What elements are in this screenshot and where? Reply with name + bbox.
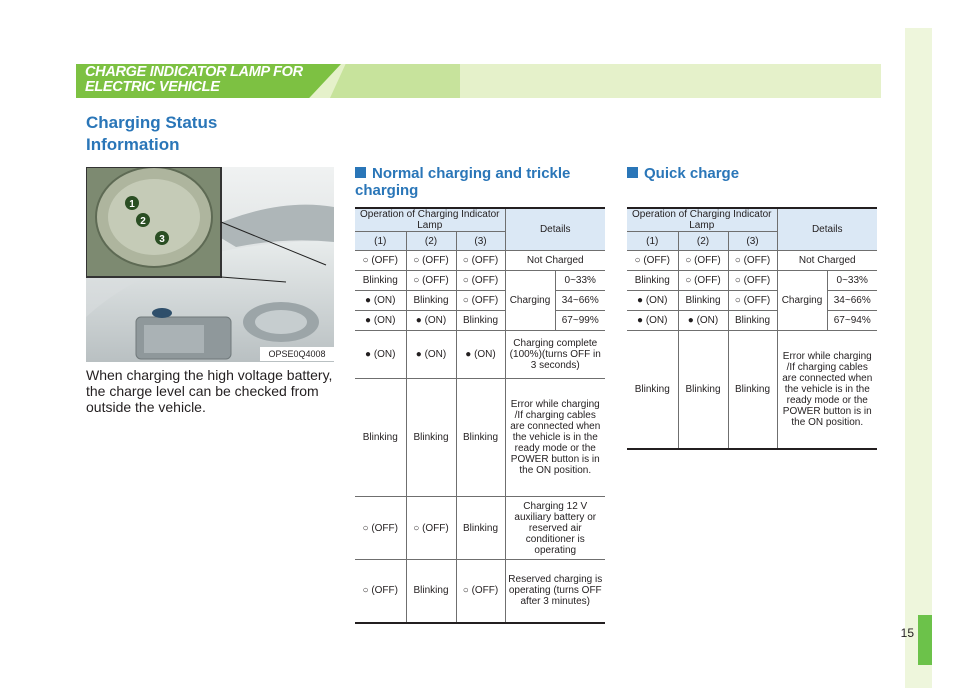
- table-cell: ○ (OFF): [406, 497, 456, 560]
- table-cell: 34~66%: [827, 291, 877, 311]
- th-operation: Operation of Charging Indicator Lamp: [355, 208, 505, 232]
- callout-1: 1: [129, 199, 135, 210]
- table-cell: ○ (OFF): [456, 271, 505, 291]
- page-number: 15: [900, 626, 914, 640]
- table-cell: Blinking: [728, 331, 777, 449]
- table-cell: ● (ON): [355, 291, 406, 311]
- th-details: Details: [777, 208, 877, 251]
- table-cell: ● (ON): [678, 311, 728, 331]
- quick-charge-heading: [627, 165, 877, 182]
- th-col-3: (3): [456, 232, 505, 251]
- vehicle-photo: [86, 167, 334, 362]
- table-cell: Blinking: [627, 331, 678, 449]
- table-cell: Error while charging /If charging cables are connected when the vehicle is in the ready mode or the POWER button is in the ON position.: [505, 379, 605, 497]
- table-cell: Blinking: [406, 379, 456, 497]
- section-title-line2: Information: [86, 135, 180, 154]
- table-cell: Blinking: [406, 291, 456, 311]
- table-cell: Blinking: [355, 379, 406, 497]
- table-cell: Reserved charging is operating (turns OFF after 3 minutes): [505, 560, 605, 623]
- normal-charging-table: [355, 207, 605, 624]
- charging-label: Charging: [505, 271, 555, 331]
- th-details: Details: [505, 208, 605, 251]
- table-cell: Blinking: [728, 311, 777, 331]
- quick-heading-text: Quick charge: [644, 165, 740, 182]
- table-cell: ○ (OFF): [355, 497, 406, 560]
- table-cell: ○ (OFF): [456, 560, 505, 623]
- table-cell: ○ (OFF): [678, 251, 728, 271]
- table-cell: Blinking: [678, 291, 728, 311]
- table-cell: Blinking: [678, 331, 728, 449]
- th-col-2: (2): [406, 232, 456, 251]
- table-cell: Charging 12 V auxiliary battery or reserved air conditioner is operating: [505, 497, 605, 560]
- table-cell: Blinking: [355, 271, 406, 291]
- table-cell: Blinking: [406, 560, 456, 623]
- table-cell: ● (ON): [355, 331, 406, 379]
- table-cell: ○ (OFF): [355, 251, 406, 271]
- table-cell: Error while charging /If charging cables are connected when the vehicle is in the ready mode or the POWER button is in the ON position.: [777, 331, 877, 449]
- table-cell: ● (ON): [627, 291, 678, 311]
- table-cell: ● (ON): [355, 311, 406, 331]
- table-cell: ○ (OFF): [406, 271, 456, 291]
- table-cell: ● (ON): [627, 311, 678, 331]
- table-cell: 67~94%: [827, 311, 877, 331]
- table-cell: Blinking: [456, 379, 505, 497]
- table-cell: Blinking: [456, 497, 505, 560]
- chapter-title-line1: CHARGE INDICATOR LAMP FOR: [85, 64, 303, 80]
- side-strip-marker: [918, 615, 932, 665]
- table-cell: ● (ON): [406, 311, 456, 331]
- table-cell: Blinking: [456, 311, 505, 331]
- normal-heading-text: Normal charging and trickle charging: [355, 165, 571, 199]
- th-col-3: (3): [728, 232, 777, 251]
- table-cell: ● (ON): [406, 331, 456, 379]
- header-slant: [330, 64, 460, 98]
- quick-charge-table: [627, 207, 877, 450]
- callout-2: 2: [140, 216, 146, 227]
- table-cell: ○ (OFF): [456, 291, 505, 311]
- chapter-title-line2: ELECTRIC VEHICLE: [85, 79, 220, 95]
- table-cell: ○ (OFF): [728, 271, 777, 291]
- table-cell: ○ (OFF): [355, 560, 406, 623]
- table-cell: Charging complete (100%)(turns OFF in 3 seconds): [505, 331, 605, 379]
- table-cell: Blinking: [627, 271, 678, 291]
- table-cell: 0~33%: [827, 271, 877, 291]
- th-col-1: (1): [355, 232, 406, 251]
- heading-square-icon: [355, 167, 366, 178]
- table-cell: 67~99%: [555, 311, 605, 331]
- intro-paragraph: When charging the high voltage battery, the charge level can be checked from outside the vehicle.: [86, 367, 333, 415]
- th-operation: Operation of Charging Indicator Lamp: [627, 208, 777, 232]
- table-cell: ○ (OFF): [678, 271, 728, 291]
- vehicle-illustration: [86, 167, 334, 362]
- table-cell: ○ (OFF): [728, 251, 777, 271]
- table-cell: ○ (OFF): [627, 251, 678, 271]
- normal-charging-heading: [355, 165, 605, 199]
- th-col-2: (2): [678, 232, 728, 251]
- table-cell: ○ (OFF): [456, 251, 505, 271]
- section-title-line1: Charging Status: [86, 113, 218, 132]
- th-col-1: (1): [627, 232, 678, 251]
- heading-square-icon: [627, 167, 638, 178]
- table-cell: ○ (OFF): [728, 291, 777, 311]
- table-cell: ● (ON): [456, 331, 505, 379]
- side-strip: [905, 28, 932, 688]
- table-cell: 34~66%: [555, 291, 605, 311]
- table-cell: ○ (OFF): [406, 251, 456, 271]
- callout-3: 3: [159, 234, 165, 245]
- chapter-title: [85, 65, 345, 95]
- charging-label: Charging: [777, 271, 827, 331]
- photo-caption: OPSE0Q4008: [260, 347, 334, 361]
- table-cell: Not Charged: [777, 251, 877, 271]
- table-cell: 0~33%: [555, 271, 605, 291]
- table-cell: Not Charged: [505, 251, 605, 271]
- section-title: [86, 112, 217, 156]
